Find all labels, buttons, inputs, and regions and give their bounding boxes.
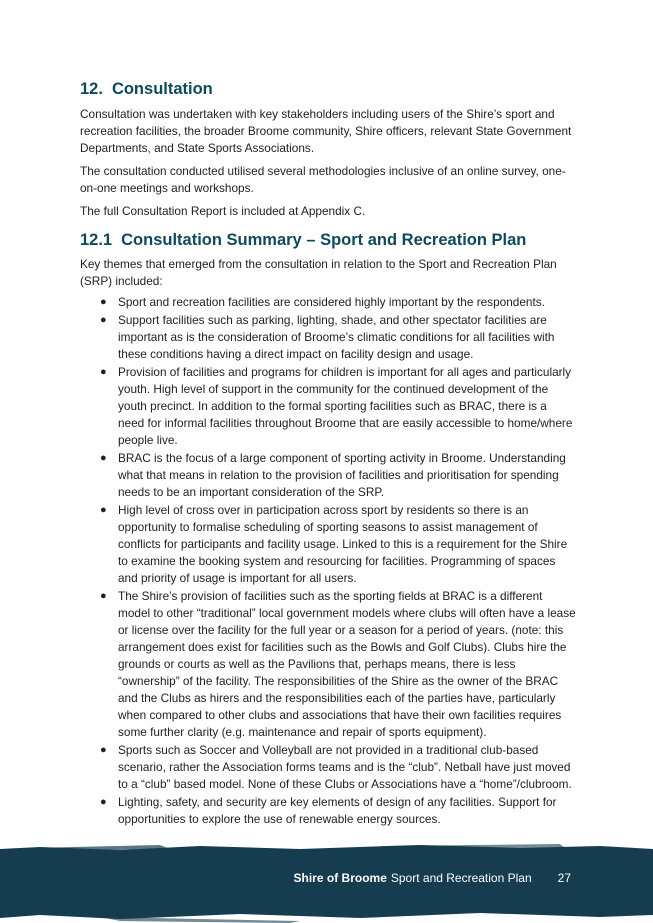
bullet-icon: ● [100, 796, 107, 808]
subsection-heading [80, 229, 576, 251]
paragraph: Consultation was undertaken with key stakeholders including users of the Shire’s sport and recreation facilities, the broader Broome community, Shire officers, relevant State Government Departments, and State Sports Associations. [80, 107, 572, 155]
list-item: ● Sports such as Soccer and Volleyball are not provided in a traditional club-based scenario, rather the Association forms teams and is the “club”. Netball have just moved to a “club” based model. None of these Clubs or Associations have a “home”/clubroom. [100, 743, 572, 791]
bullet-icon: ● [100, 744, 107, 756]
footer-org: Shire of Broome [293, 871, 387, 885]
bullet-icon: ● [100, 314, 107, 326]
paragraph: The consultation conducted utilised several methodologies inclusive of an online survey, one-on-one meetings and workshops. [80, 164, 566, 195]
footer-band [0, 843, 653, 923]
page-content [80, 78, 576, 829]
footer-doc-title: Sport and Recreation Plan [390, 871, 532, 885]
list-item: ● The Shire’s provision of facilities such as the sporting fields at BRAC is a different model to other “traditional” local government models where clubs will often have a lease or license over the facility for the full year or a season for a period of years. (note: this arrangement does exist for facilities such as the Bowls and Golf Clubs). Clubs hire the grounds or courts as well as the Pavilions that, perhaps means, there is less “ownership” of the facility. The responsibilities of the Shire as the owner of the BRAC and the Clubs as hirers and the responsibilities each of the parties have, particularly when compared to other clubs and associations that have their own facilities requires some further clarity (e.g. maintenance and repair of sports equipment). [100, 589, 576, 739]
list-item: ● BRAC is the focus of a large component of sporting activity in Broome. Understanding what that means in relation to the provision of facilities and prioritisation for spending needs to be an important consideration of the SRP. [100, 451, 566, 499]
subsection-number: 12.1 [80, 231, 113, 249]
bullet-icon: ● [100, 504, 107, 516]
list-item: ● Support facilities such as parking, lighting, shade, and other spectator facilities are important as is the consideration of Broome’s climatic conditions for all facilities with these conditions having a direct impact on facility design and usage. [100, 313, 555, 361]
themes-list [80, 294, 576, 828]
bullet-icon: ● [100, 296, 107, 308]
subsection-intro: Key themes that emerged from the consultation in relation to the Sport and Recreation Plan (SRP) included: [80, 257, 557, 288]
section-number: 12. [80, 80, 103, 98]
bullet-icon: ● [100, 452, 107, 464]
page-number: 27 [557, 871, 571, 885]
section-heading [80, 78, 576, 100]
list-item: ● Sport and recreation facilities are considered highly important by the respondents. [100, 295, 545, 309]
paragraph: The full Consultation Report is included at Appendix C. [80, 204, 366, 218]
bullet-icon: ● [100, 366, 107, 378]
list-item: ● Lighting, safety, and security are key elements of design of any facilities. Support for opportunities to explore the use of renewable energy sources. [100, 795, 557, 826]
list-item: ● Provision of facilities and programs for children is important for all ages and particularly youth. High level of support in the community for the continued development of the youth precinct. In addition to the formal sporting facilities such as BRAC, there is a need for informal facilities throughout Broome that are easily accessible to home/where people live. [100, 365, 573, 447]
section-title: Consultation [111, 80, 213, 98]
bullet-icon: ● [100, 590, 107, 602]
footer-text [294, 871, 571, 885]
list-item: ● High level of cross over in participation across sport by residents so there is an opportunity to formalise scheduling of sporting seasons to assist management of conflicts for participants and facility usage. Linked to this is a requirement for the Shire to examine the booking system and resourcing for facilities. Programming of spaces and priority of usage is important for all users. [100, 503, 568, 585]
subsection-title: Consultation Summary – Sport and Recreation Plan [121, 231, 527, 249]
